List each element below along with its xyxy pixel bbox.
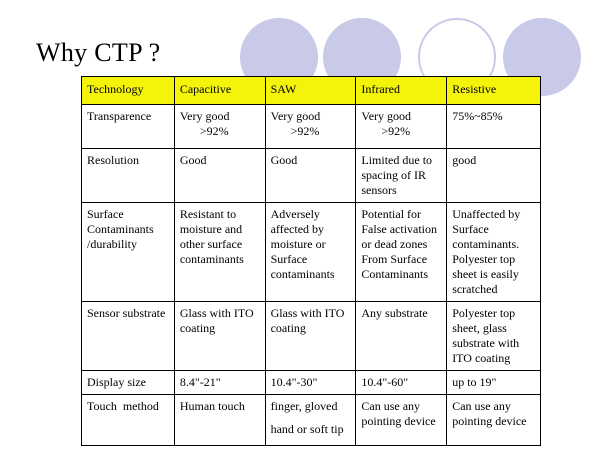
cell-line: Good xyxy=(179,153,207,167)
cell-line: Potential for xyxy=(361,207,422,221)
cell-line: Good xyxy=(270,153,298,167)
label-line: Surface xyxy=(87,207,124,221)
cell-infrared: 10.4"-60" xyxy=(356,371,447,395)
cell-line: Adversely xyxy=(270,207,320,221)
cell-line: coating xyxy=(179,321,216,335)
cell-resistive xyxy=(447,302,541,371)
row-sensor-substrate xyxy=(82,302,541,371)
row-label: Sensor substrate xyxy=(82,302,175,371)
cell-line: Any substrate xyxy=(361,306,428,320)
cell-line: >92% xyxy=(290,124,320,138)
cell-line: Contaminants xyxy=(361,267,429,281)
header-saw: SAW xyxy=(265,77,356,105)
cell-resistive xyxy=(447,395,541,446)
cell-saw xyxy=(265,149,356,203)
cell-saw xyxy=(265,203,356,302)
header-infrared: Infrared xyxy=(356,77,447,105)
cell-line: ITO coating xyxy=(452,351,511,365)
slide-title: Why CTP ? xyxy=(36,38,161,67)
cell-line: Very good xyxy=(361,109,412,123)
row-resolution xyxy=(82,149,541,203)
cell-line: Surface xyxy=(452,222,489,236)
cell-capacitive xyxy=(174,302,265,371)
cell-saw xyxy=(265,105,356,149)
header-technology: Technology xyxy=(82,77,175,105)
cell-line: Resistant to xyxy=(179,207,237,221)
cell-capacitive xyxy=(174,105,265,149)
row-label: Touch method xyxy=(82,395,175,446)
cell-line: moisture and xyxy=(179,222,243,236)
cell-line: Can use any xyxy=(361,399,421,413)
row-label: Display size xyxy=(82,371,175,395)
cell-line: other surface xyxy=(179,237,243,251)
cell-line: sheet is easily xyxy=(452,267,519,281)
cell-line: Very good xyxy=(270,109,321,123)
cell-line: sensors xyxy=(361,183,397,197)
cell-line: Can use any xyxy=(452,399,511,413)
cell-infrared xyxy=(356,203,447,302)
cell-line: spacing of IR xyxy=(361,168,427,182)
cell-line: Glass with ITO xyxy=(179,306,254,320)
cell-resistive xyxy=(447,149,541,203)
cell-line: From Surface xyxy=(361,252,428,266)
cell-line: pointing device xyxy=(452,414,527,428)
cell-line: contaminants xyxy=(179,252,244,266)
cell-line: 75%~85% xyxy=(452,109,503,123)
cell-saw: 10.4"-30" xyxy=(265,371,356,395)
cell-line: Human touch xyxy=(179,399,245,413)
cell-line: Unaffected by xyxy=(452,207,521,221)
comparison-table xyxy=(81,76,541,446)
cell-line: contaminants. xyxy=(452,237,520,251)
cell-resistive xyxy=(447,203,541,302)
cell-saw xyxy=(265,302,356,371)
table-header-row xyxy=(82,77,541,105)
cell-line: >92% xyxy=(381,124,411,138)
cell-resistive xyxy=(447,105,541,149)
cell-line: or dead zones xyxy=(361,237,428,251)
cell-line: good xyxy=(452,153,477,167)
cell-line: coating xyxy=(270,321,306,335)
cell-line: hand or soft tip xyxy=(270,422,344,436)
row-display-size xyxy=(82,371,541,395)
cell-line: Limited due to xyxy=(361,153,433,167)
label-line: Contaminants xyxy=(87,222,154,236)
cell-line: Glass with ITO xyxy=(270,306,345,320)
cell-capacitive: 8.4"-21" xyxy=(174,371,265,395)
cell-line: finger, gloved xyxy=(270,399,338,413)
header-resistive: Resistive xyxy=(447,77,541,105)
cell-line: Polyester top xyxy=(452,306,516,320)
cell-infrared xyxy=(356,395,447,446)
cell-capacitive xyxy=(174,149,265,203)
cell-line: substrate with xyxy=(452,336,520,350)
cell-line: Surface xyxy=(270,252,308,266)
row-label: Resolution xyxy=(82,149,175,203)
row-transparence xyxy=(82,105,541,149)
row-label: Transparence xyxy=(82,105,175,149)
cell-infrared xyxy=(356,105,447,149)
cell-capacitive xyxy=(174,395,265,446)
cell-line: affected by xyxy=(270,222,325,236)
cell-infrared xyxy=(356,302,447,371)
header-capacitive: Capacitive xyxy=(174,77,265,105)
label-line: /durability xyxy=(87,237,137,251)
row-touch-method xyxy=(82,395,541,446)
cell-line: pointing device xyxy=(361,414,436,428)
cell-line: contaminants xyxy=(270,267,335,281)
row-label xyxy=(82,203,175,302)
cell-line: False activation xyxy=(361,222,438,236)
cell-saw xyxy=(265,395,356,446)
cell-line: moisture or xyxy=(270,237,326,251)
cell-line: Very good xyxy=(179,109,230,123)
cell-line: sheet, glass xyxy=(452,321,507,335)
cell-line: scratched xyxy=(452,282,498,296)
cell-resistive: up to 19" xyxy=(447,371,541,395)
cell-capacitive xyxy=(174,203,265,302)
row-surface-contaminants xyxy=(82,203,541,302)
cell-infrared xyxy=(356,149,447,203)
cell-line: >92% xyxy=(199,124,229,138)
cell-line: Polyester top xyxy=(452,252,516,266)
